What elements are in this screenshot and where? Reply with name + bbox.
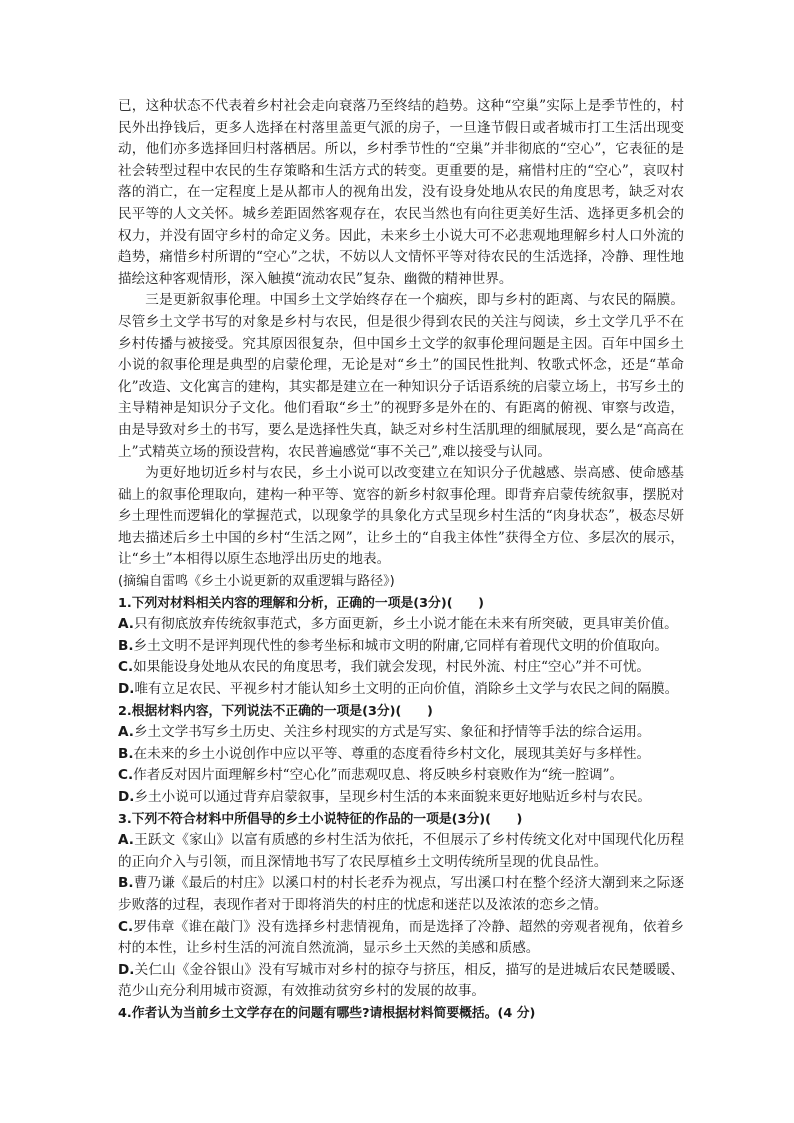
question-2-option-a: A.乡土文学书写乡土历史、关注乡村现实的方式是写实、象征和抒情等手法的综合运用。 [118,724,651,741]
question-1-stem: 1.下列对材料相关内容的理解和分析，正确的一项是(3分)( ) [118,595,484,611]
passage-paragraph-2: 三是更新叙事伦理。中国乡土文学始终存在一个痼疾，即与乡村的距离、与农民的隔膜。尽管乡土文学书写的对象是乡村与农民，但是很少得到农民的关注与阅读，乡土文学几乎不在乡村传播与被接受。究其原因很复杂，但中国乡土文学的叙事伦理问题是主因。百年中国乡土小说的叙事伦理是典型的启蒙伦理，无论是对“乡土”的国民性批判、牧歌式怀念，还是“革命化”改造、文化寓言的建构，其实都是建立在一种知识分子话语系统的启蒙立场上，书写乡土的主导精神是知识分子文化。他们看取“乡土”的视野多是外在的、有距离的俯视、审察与改造，由是导致对乡土的书写，要么是选择性失真，缺乏对乡村生活肌理的细腻展现，要么是“高高在上”式精英立场的预设营构，农民普遍感觉“事不关己”,难以接受与认同。 [118,292,684,460]
question-1-option-a: A.只有彻底放弃传统叙事范式，多方面更新，乡土小说才能在未来有所突破，更具审美价值。 [118,616,678,633]
question-2-option-b: B.在未来的乡土小说创作中应以平等、尊重的态度看待乡村文化，展现其美好与多样性。 [118,745,651,762]
question-2-option-c: C.作者反对因片面理解乡村“空心化”而悲观叹息、将反映乡村衰败作为“统一腔调”。 [118,767,624,784]
question-1-option-c: C.如果能设身处地从农民的角度思考，我们就会发现，村民外流、村庄“空心”并不可忧。 [118,659,651,676]
question-4-stem: 4.作者认为当前乡土文学存在的问题有哪些?请根据材料简要概括。(4 分) [118,1005,536,1021]
question-3-option-a: A.王跃文《家山》以富有质感的乡村生活为依托，不但展示了乡村传统文化对中国现代化历程的正向介入与引领，而且深情地书写了农民厚植乡土文明传统所呈现的优良品性。 [118,832,684,870]
source-citation: (摘编自雷鸣《乡土小说更新的双重逻辑与路径》) [118,574,395,590]
question-3-option-c: C.罗伟章《谁在敲门》没有选择乡村悲情视角，而是选择了冷静、超然的旁观者视角，依着乡村的本性，让乡村生活的河流自然流淌，显示乡土天然的美感和质感。 [118,918,684,957]
question-1-option-d: D.唯有立足农民、平视乡村才能认知乡土文明的正向价值，消除乡土文学与农民之间的隔膜。 [118,681,679,698]
document-page [118,96,684,1025]
question-3-option-d: D.关仁山《金谷银山》没有写城市对乡村的掠夺与挤压，相反，描写的是进城后农民楚暖暖、范少山充分利用城市资源，有效推动贫穷乡村的发展的故事。 [118,961,684,1000]
question-2-option-d: D.乡土小说可以通过背弃启蒙叙事，呈现乡村生活的本来面貌来更好地贴近乡村与农民。 [118,789,652,805]
passage-paragraph-1: 已，这种状态不代表着乡村社会走向衰落乃至终结的趋势。这种“空巢”实际上是季节性的，村民外出挣钱后，更多人选择在村落里盖更气派的房子，一旦逢节假日或者城市打工生活出现变动，他们亦多选择回归村落栖居。所以，乡村季节性的“空巢”并非彻底的“空心”，它表征的是社会转型过程中农民的生存策略和生活方式的转变。更重要的是，痛惜村庄的“空心”，哀叹村落的消亡，在一定程度上是从都市人的视角出发，没有设身处地从农民的角度思考，缺乏对农民平等的人文关怀。城乡差距固然客观存在，农民当然也有向往更美好生活、选择更多机会的权力，并没有固守乡村的命定义务。因此，未来乡土小说大可不必悲观地理解乡村人口外流的趋势，痛惜乡村所谓的“空心”之状，不妨以人文情怀平等对待农民的生活选择，冷静、理性地描绘这种客观情形，深入触摸“流动农民”复杂、幽微的精神世界。 [118,98,684,287]
question-3-option-b: B.曹乃谦《最后的村庄》以溪口村的村长老乔为视点，写出溪口村在整个经济大潮到来之际逐步败落的过程，表现作者对于即将消失的村庄的忧虑和迷茫以及浓浓的恋乡之情。 [118,875,684,913]
question-2-stem: 2.根据材料内容，下列说法不正确的一项是(3分)( ) [118,703,433,719]
passage-paragraph-3: 为更好地切近乡村与农民，乡土小说可以改变建立在知识分子优越感、崇高感、使命感基础上的叙事伦理取向，建构一种平等、宽容的新乡村叙事伦理。即背弃启蒙传统叙事，摆脱对乡土理性而逻辑化的掌握范式，以现象学的具象化方式呈现乡村生活的“肉身状态”，极态尽妍地去描述后乡土中国的乡村“生活之网”，让乡土的“自我主体性”获得全方位、多层次的展示，让“乡土”本相得以原生态地浮出历史的地表。 [118,465,684,568]
question-3-stem: 3.下列不符合材料中所倡导的乡土小说特征的作品的一项是(3分)( ) [118,811,523,827]
question-1-option-b: B.乡土文明不是评判现代性的参考坐标和城市文明的附庸,它同样有着现代文明的价值取向。 [118,637,669,654]
